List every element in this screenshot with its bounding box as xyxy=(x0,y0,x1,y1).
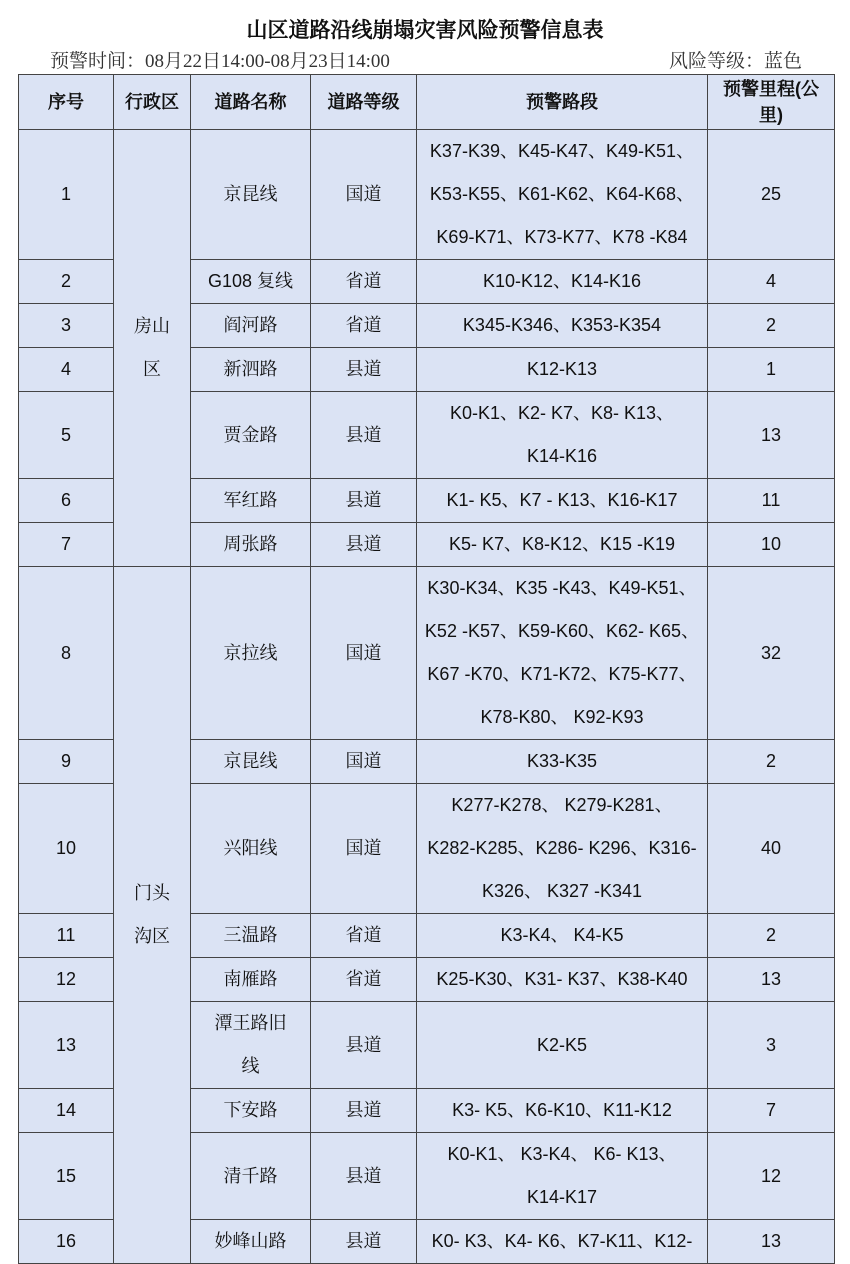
row-number: 1 xyxy=(19,130,114,260)
warning-time: 预警时间：08月22日14:00-08月23日14:00 xyxy=(50,51,390,72)
header-grade: 道路等级 xyxy=(311,75,417,130)
road-grade: 省道 xyxy=(311,260,417,304)
warning-sections: K277-K278、 K279-K281、 K282-K285、K286- K296、K316- K326、 K327 -K341 xyxy=(417,784,708,914)
road-name: G108 复线 xyxy=(191,260,311,304)
warning-sections: K12-K13 xyxy=(417,348,708,392)
district-cell xyxy=(114,567,191,1264)
road-grade: 县道 xyxy=(311,392,417,479)
row-number: 16 xyxy=(19,1220,114,1264)
road-grade: 省道 xyxy=(311,304,417,348)
header-district: 行政区 xyxy=(114,75,191,130)
warning-sections: K33-K35 xyxy=(417,740,708,784)
warning-sections: K345-K346、K353-K354 xyxy=(417,304,708,348)
road-name: 南雁路 xyxy=(191,958,311,1002)
row-number: 3 xyxy=(19,304,114,348)
warning-sections: K30-K34、K35 -K43、K49-K51、 K52 -K57、K59-K60、K62- K65、 K67 -K70、K71-K72、K75-K77、 K78-K80、 K92-K93 xyxy=(417,567,708,740)
row-number: 10 xyxy=(19,784,114,914)
road-name: 妙峰山路 xyxy=(191,1220,311,1264)
warning-sections: K1- K5、K7 - K13、K16-K17 xyxy=(417,479,708,523)
road-name: 清千路 xyxy=(191,1133,311,1220)
warning-km: 3 xyxy=(708,1002,835,1089)
header-no: 序号 xyxy=(19,75,114,130)
row-number: 9 xyxy=(19,740,114,784)
road-grade: 县道 xyxy=(311,479,417,523)
road-grade: 省道 xyxy=(311,914,417,958)
page-title: 山区道路沿线崩塌灾害风险预警信息表 xyxy=(246,19,604,42)
road-name: 潭王路旧 线 xyxy=(191,1002,311,1089)
header-road: 道路名称 xyxy=(191,75,311,130)
warning-km: 2 xyxy=(708,740,835,784)
table-row xyxy=(19,130,835,260)
road-grade: 省道 xyxy=(311,958,417,1002)
district-name: 房山区 xyxy=(134,316,170,379)
warning-sections: K37-K39、K45-K47、K49-K51、 K53-K55、K61-K62、K64-K68、 K69-K71、K73-K77、K78 -K84 xyxy=(417,130,708,260)
row-number: 14 xyxy=(19,1089,114,1133)
road-grade: 县道 xyxy=(311,1133,417,1220)
district-name: 门头沟区 xyxy=(134,883,170,946)
warning-km: 2 xyxy=(708,304,835,348)
road-grade: 县道 xyxy=(311,1002,417,1089)
road-grade: 县道 xyxy=(311,1220,417,1264)
row-number: 6 xyxy=(19,479,114,523)
road-grade: 县道 xyxy=(311,348,417,392)
warning-sections: K2-K5 xyxy=(417,1002,708,1089)
road-name: 下安路 xyxy=(191,1089,311,1133)
table-header-row xyxy=(19,75,835,130)
road-name: 军红路 xyxy=(191,479,311,523)
warning-km: 40 xyxy=(708,784,835,914)
row-number: 13 xyxy=(19,1002,114,1089)
warning-sections: K3- K5、K6-K10、K11-K12 xyxy=(417,1089,708,1133)
warning-km: 1 xyxy=(708,348,835,392)
header-sections: 预警路段 xyxy=(417,75,708,130)
warning-km: 13 xyxy=(708,958,835,1002)
warning-km: 32 xyxy=(708,567,835,740)
warning-km: 13 xyxy=(708,392,835,479)
road-grade: 国道 xyxy=(311,130,417,260)
warning-km: 12 xyxy=(708,1133,835,1220)
road-name: 贾金路 xyxy=(191,392,311,479)
row-number: 2 xyxy=(19,260,114,304)
road-name: 新泗路 xyxy=(191,348,311,392)
row-number: 4 xyxy=(19,348,114,392)
road-name: 阎河路 xyxy=(191,304,311,348)
warning-km: 13 xyxy=(708,1220,835,1264)
warning-sections: K25-K30、K31- K37、K38-K40 xyxy=(417,958,708,1002)
road-name: 京昆线 xyxy=(191,740,311,784)
road-grade: 县道 xyxy=(311,1089,417,1133)
district-cell xyxy=(114,130,191,567)
warning-sections: K0- K3、K4- K6、K7-K11、K12- xyxy=(417,1220,708,1264)
warning-km: 4 xyxy=(708,260,835,304)
road-grade: 国道 xyxy=(311,784,417,914)
risk-level: 风险等级：蓝色 xyxy=(668,51,802,72)
header-km: 预警里程(公里) xyxy=(708,75,835,130)
warning-sections: K5- K7、K8-K12、K15 -K19 xyxy=(417,523,708,567)
row-number: 7 xyxy=(19,523,114,567)
row-number: 5 xyxy=(19,392,114,479)
warning-km: 7 xyxy=(708,1089,835,1133)
row-number: 12 xyxy=(19,958,114,1002)
road-name: 三温路 xyxy=(191,914,311,958)
road-grade: 国道 xyxy=(311,740,417,784)
row-number: 11 xyxy=(19,914,114,958)
warning-km: 25 xyxy=(708,130,835,260)
warning-sections: K0-K1、 K3-K4、 K6- K13、 K14-K17 xyxy=(417,1133,708,1220)
road-name: 京昆线 xyxy=(191,130,311,260)
warning-km: 10 xyxy=(708,523,835,567)
road-name: 京拉线 xyxy=(191,567,311,740)
road-name: 兴阳线 xyxy=(191,784,311,914)
road-name: 周张路 xyxy=(191,523,311,567)
road-grade: 国道 xyxy=(311,567,417,740)
row-number: 15 xyxy=(19,1133,114,1220)
table-row xyxy=(19,567,835,740)
row-number: 8 xyxy=(19,567,114,740)
warning-table xyxy=(18,74,835,1264)
warning-sections: K0-K1、K2- K7、K8- K13、 K14-K16 xyxy=(417,392,708,479)
warning-km: 11 xyxy=(708,479,835,523)
warning-sections: K10-K12、K14-K16 xyxy=(417,260,708,304)
warning-km: 2 xyxy=(708,914,835,958)
road-grade: 县道 xyxy=(311,523,417,567)
warning-sections: K3-K4、 K4-K5 xyxy=(417,914,708,958)
